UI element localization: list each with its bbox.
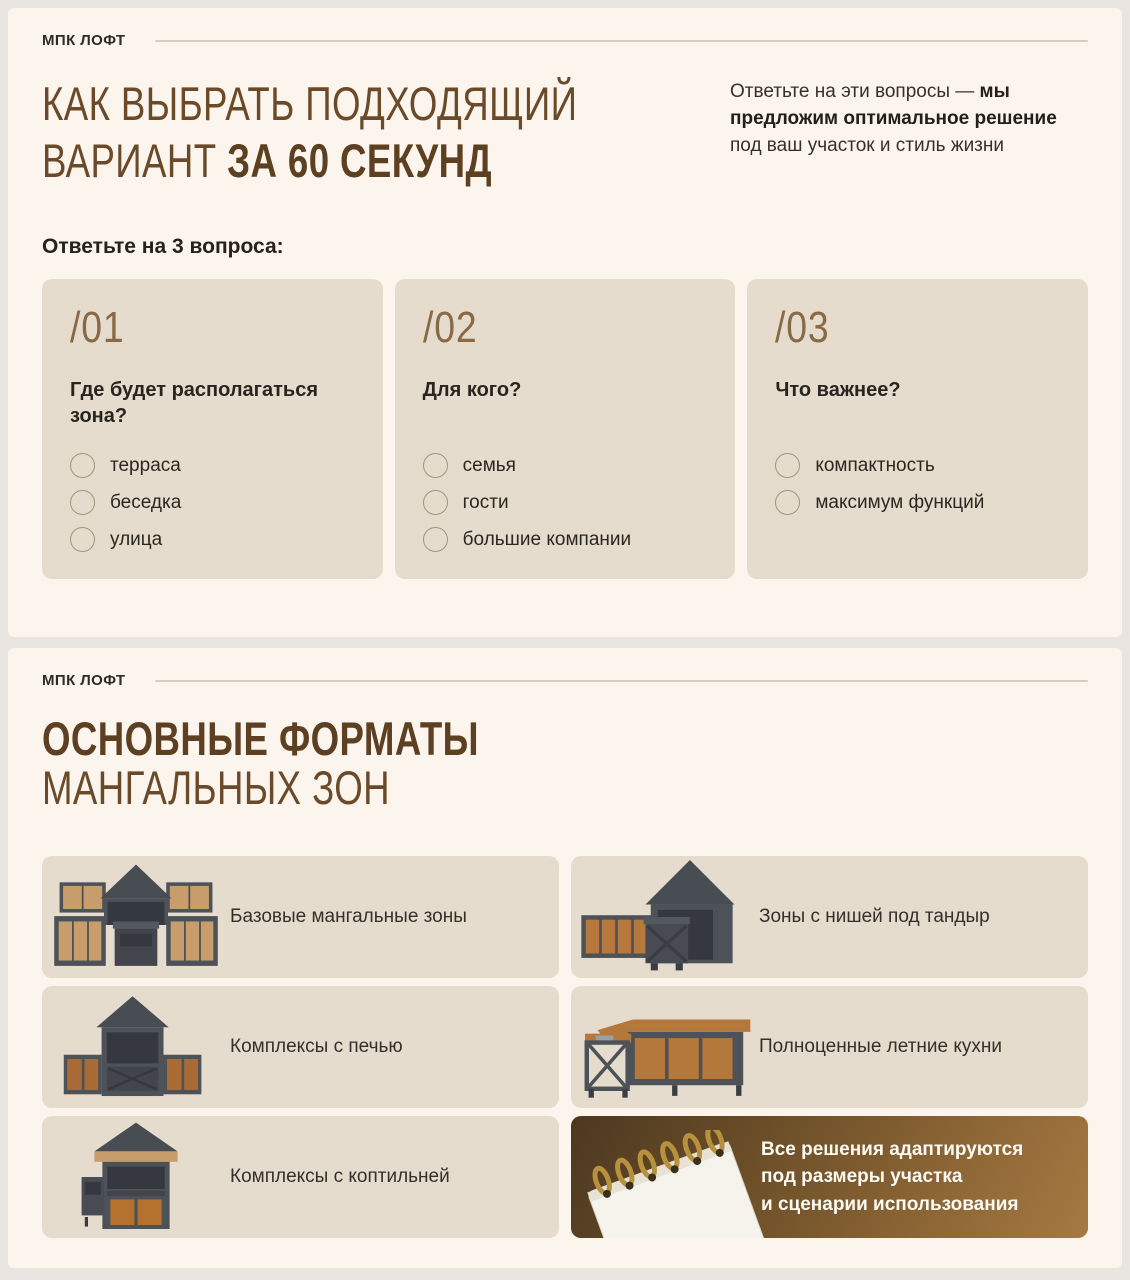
question-number: /03 <box>775 303 830 352</box>
radio-option-big-companies[interactable]: большие компании <box>423 521 708 558</box>
bbq-basic-icon <box>42 861 230 973</box>
options-list <box>775 447 1060 521</box>
brand-row <box>42 672 1088 689</box>
format-label: Базовые мангальные зоны <box>230 906 467 927</box>
radio-circle[interactable] <box>423 527 448 552</box>
brand-logo: МПК ЛОФТ <box>42 672 126 689</box>
bbq-kitchen-icon <box>571 991 759 1103</box>
question-number: /02 <box>422 303 478 352</box>
bbq-smoker-icon <box>42 1118 230 1236</box>
quiz-subtitle: Ответьте на 3 вопроса: <box>42 235 284 258</box>
question-text: Что важнее? <box>775 379 901 401</box>
radio-option-guests[interactable]: гости <box>423 484 708 521</box>
format-label: Комплексы с печью <box>230 1036 403 1057</box>
question-cards <box>42 279 1088 579</box>
highlight-text: Все решения адаптируются под размеры участка и сценарии использования <box>761 1138 1024 1215</box>
bbq-oven-icon <box>42 991 230 1103</box>
options-list <box>423 447 708 558</box>
radio-circle[interactable] <box>70 453 95 478</box>
title-line-1: КАК ВЫБРАТЬ ПОДХОДЯЩИЙ <box>42 77 578 130</box>
radio-circle[interactable] <box>775 490 800 515</box>
formats-grid <box>42 856 1088 1238</box>
radio-option-street[interactable]: улица <box>70 521 355 558</box>
question-number: /01 <box>70 303 125 352</box>
radio-option-compactness[interactable]: компактность <box>775 447 1060 484</box>
question-text: Для кого? <box>422 379 522 401</box>
format-card-basic <box>42 856 559 978</box>
question-card-3 <box>747 279 1088 579</box>
formats-title-line-2: МАНГАЛЬНЫХ ЗОН <box>42 761 390 814</box>
radio-option-terrace[interactable]: терраса <box>70 447 355 484</box>
question-card-1 <box>42 279 383 579</box>
question-card-2 <box>395 279 736 579</box>
format-card-kitchen <box>571 986 1088 1108</box>
format-label: Зоны с нишей под тандыр <box>759 906 990 927</box>
formats-section <box>8 648 1122 1268</box>
intro-text: Ответьте на эти вопросы — мы предложим оптимальное решение под ваш участок и стиль жизни <box>730 81 1057 156</box>
highlight-card <box>571 1116 1088 1238</box>
title-line-2: ВАРИАНТ ЗА 60 СЕКУНД <box>42 134 492 187</box>
question-text: Где будет располагаться зона? <box>70 379 318 427</box>
options-list <box>70 447 355 558</box>
hero-row <box>42 75 1088 189</box>
radio-circle[interactable] <box>423 490 448 515</box>
bbq-tandyr-icon <box>571 858 759 976</box>
notebook-icon <box>577 1130 767 1238</box>
radio-circle[interactable] <box>70 490 95 515</box>
radio-option-family[interactable]: семья <box>423 447 708 484</box>
divider-line <box>155 40 1088 42</box>
formats-title-line-1: ОСНОВНЫЕ ФОРМАТЫ <box>42 712 479 765</box>
radio-option-gazebo[interactable]: беседка <box>70 484 355 521</box>
format-card-smoker <box>42 1116 559 1238</box>
radio-circle[interactable] <box>775 453 800 478</box>
quiz-section <box>8 8 1122 637</box>
format-label: Полноценные летние кухни <box>759 1036 1002 1057</box>
section-title <box>42 75 702 189</box>
format-card-oven <box>42 986 559 1108</box>
format-label: Комплексы с коптильней <box>230 1166 450 1187</box>
formats-title <box>42 713 1088 812</box>
brand-row <box>42 32 1088 49</box>
radio-circle[interactable] <box>423 453 448 478</box>
brand-logo: МПК ЛОФТ <box>42 32 126 49</box>
format-card-tandyr <box>571 856 1088 978</box>
divider-line <box>155 680 1088 682</box>
radio-option-max-functions[interactable]: максимум функций <box>775 484 1060 521</box>
radio-circle[interactable] <box>70 527 95 552</box>
